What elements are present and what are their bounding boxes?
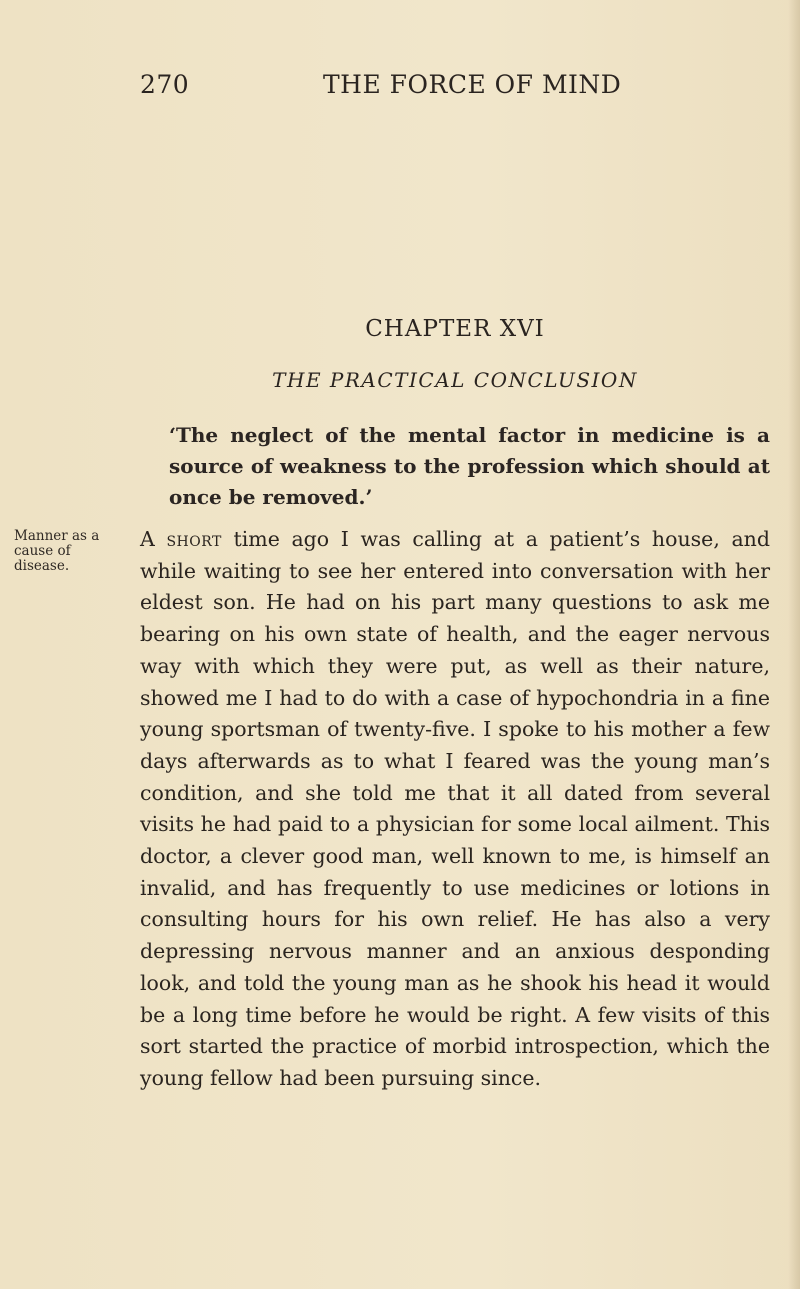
running-head [140, 70, 770, 104]
page-edge-shadow [788, 0, 800, 1289]
opening-small-caps: short [166, 527, 222, 551]
margin-sidenote: Manner as a cause of disease. [14, 528, 100, 574]
chapter-number: CHAPTER XVI [365, 316, 545, 342]
chapter-title: THE PRACTICAL CONCLUSION [272, 368, 638, 392]
page-number: 270 [140, 70, 190, 99]
paragraph-text: time ago I was calling at a patient’s house, and while waiting to see her entered into conversation with her eldest son. He had on his part many questions to ask me bearing on his own state of health, and the eager nervous way with which they were put, as well as their nature, showed me I had to do with a case of hypochondria in a fine young sportsman of twenty-five. I spoke to his mother a few days afterwards as to what I feared was the young man’s condition, and she told me that it all dated from several visits he had paid to a physician for some local ailment. This doctor, a clever good man, well known to me, is himself an invalid, and has frequently to use medicines or lotions in consulting hours for his own relief. He has also a very depressing nervous manner and an anxious desponding look, and told the young man as he shook his head it would be a long time before he would be right. A few visits of this sort started the practice of morbid introspection, which the young fellow had been pursuing since. [140, 527, 770, 1090]
running-title: THE FORCE OF MIND [323, 70, 622, 99]
epigraph-quote: ‘The neglect of the mental factor in medicine is a source of weakness to the profession which should at once be removed.’ [169, 423, 770, 509]
body-paragraph [140, 524, 770, 1095]
opening-word: A [140, 527, 155, 551]
